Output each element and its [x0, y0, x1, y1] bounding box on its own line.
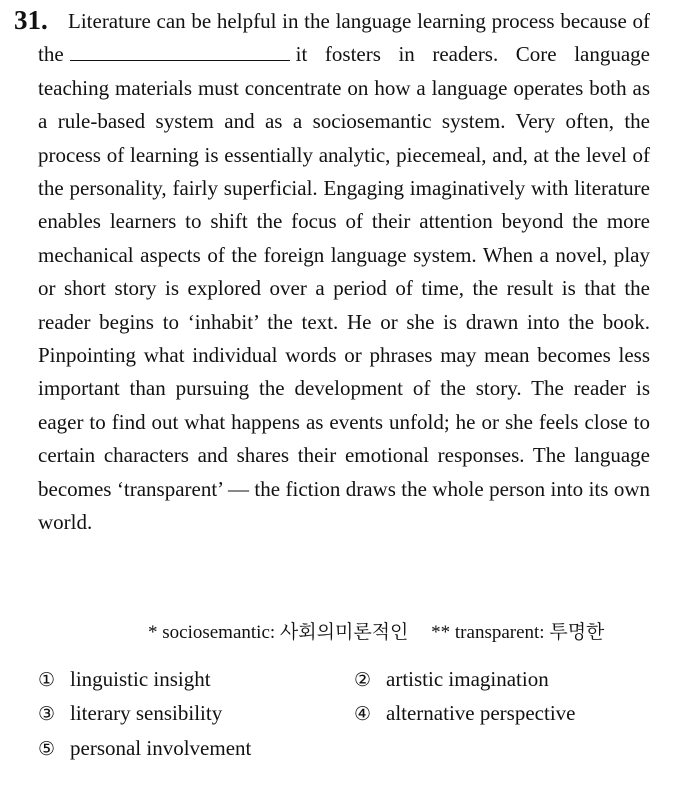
passage-text	[38, 5, 650, 540]
option-4[interactable]	[354, 698, 575, 729]
passage-text-after-blank: it fosters in readers. Core language teaching materials must concentrate on how a language operates both as a rule-based system and as a sociosemantic system. Very often, the process of learning is essentially analytic, piecemeal, and, at the level of the personality, fairly superficial. Engaging imaginatively with literature enables learners to shift the focus of their attention beyond the more mechanical aspects of the foreign language system. When a novel, play or short story is explored over a period of time, the result is that the reader begins to ‘inhabit’ the text. He or she is drawn into the book. Pinpointing what individual words or phrases may mean becomes less important than pursuing the development of the story. The reader is eager to find out what happens as events unfold; he or she feels close to certain characters and shares their emotional responses. The language becomes ‘transparent’ — the fiction draws the whole person into its own world.	[38, 42, 650, 535]
option-5-number: ⑤	[38, 738, 56, 760]
option-3[interactable]	[38, 698, 222, 729]
question-number: 31.	[14, 5, 48, 35]
option-5[interactable]	[38, 733, 251, 764]
option-1-text: linguistic insight	[70, 667, 211, 691]
option-4-text: alternative perspective	[386, 701, 576, 725]
option-3-text: literary sensibility	[70, 701, 223, 725]
option-1[interactable]	[38, 664, 211, 695]
option-2[interactable]	[354, 664, 549, 695]
option-3-number: ③	[38, 703, 56, 725]
option-2-number: ②	[354, 669, 372, 691]
passage-text-before-blank: Literature can be helpful in the language learning process because of the	[38, 9, 650, 67]
option-5-text: personal involvement	[70, 736, 252, 760]
option-1-number: ①	[38, 669, 56, 691]
answer-blank	[70, 40, 290, 61]
option-2-text: artistic imagination	[386, 667, 549, 691]
option-4-number: ④	[354, 703, 372, 725]
footnote-transparent: ** transparent: 투명한	[431, 622, 605, 643]
footnote-sociosemantic: * sociosemantic: 사회의미론적인	[148, 622, 409, 643]
footnotes	[148, 618, 650, 648]
